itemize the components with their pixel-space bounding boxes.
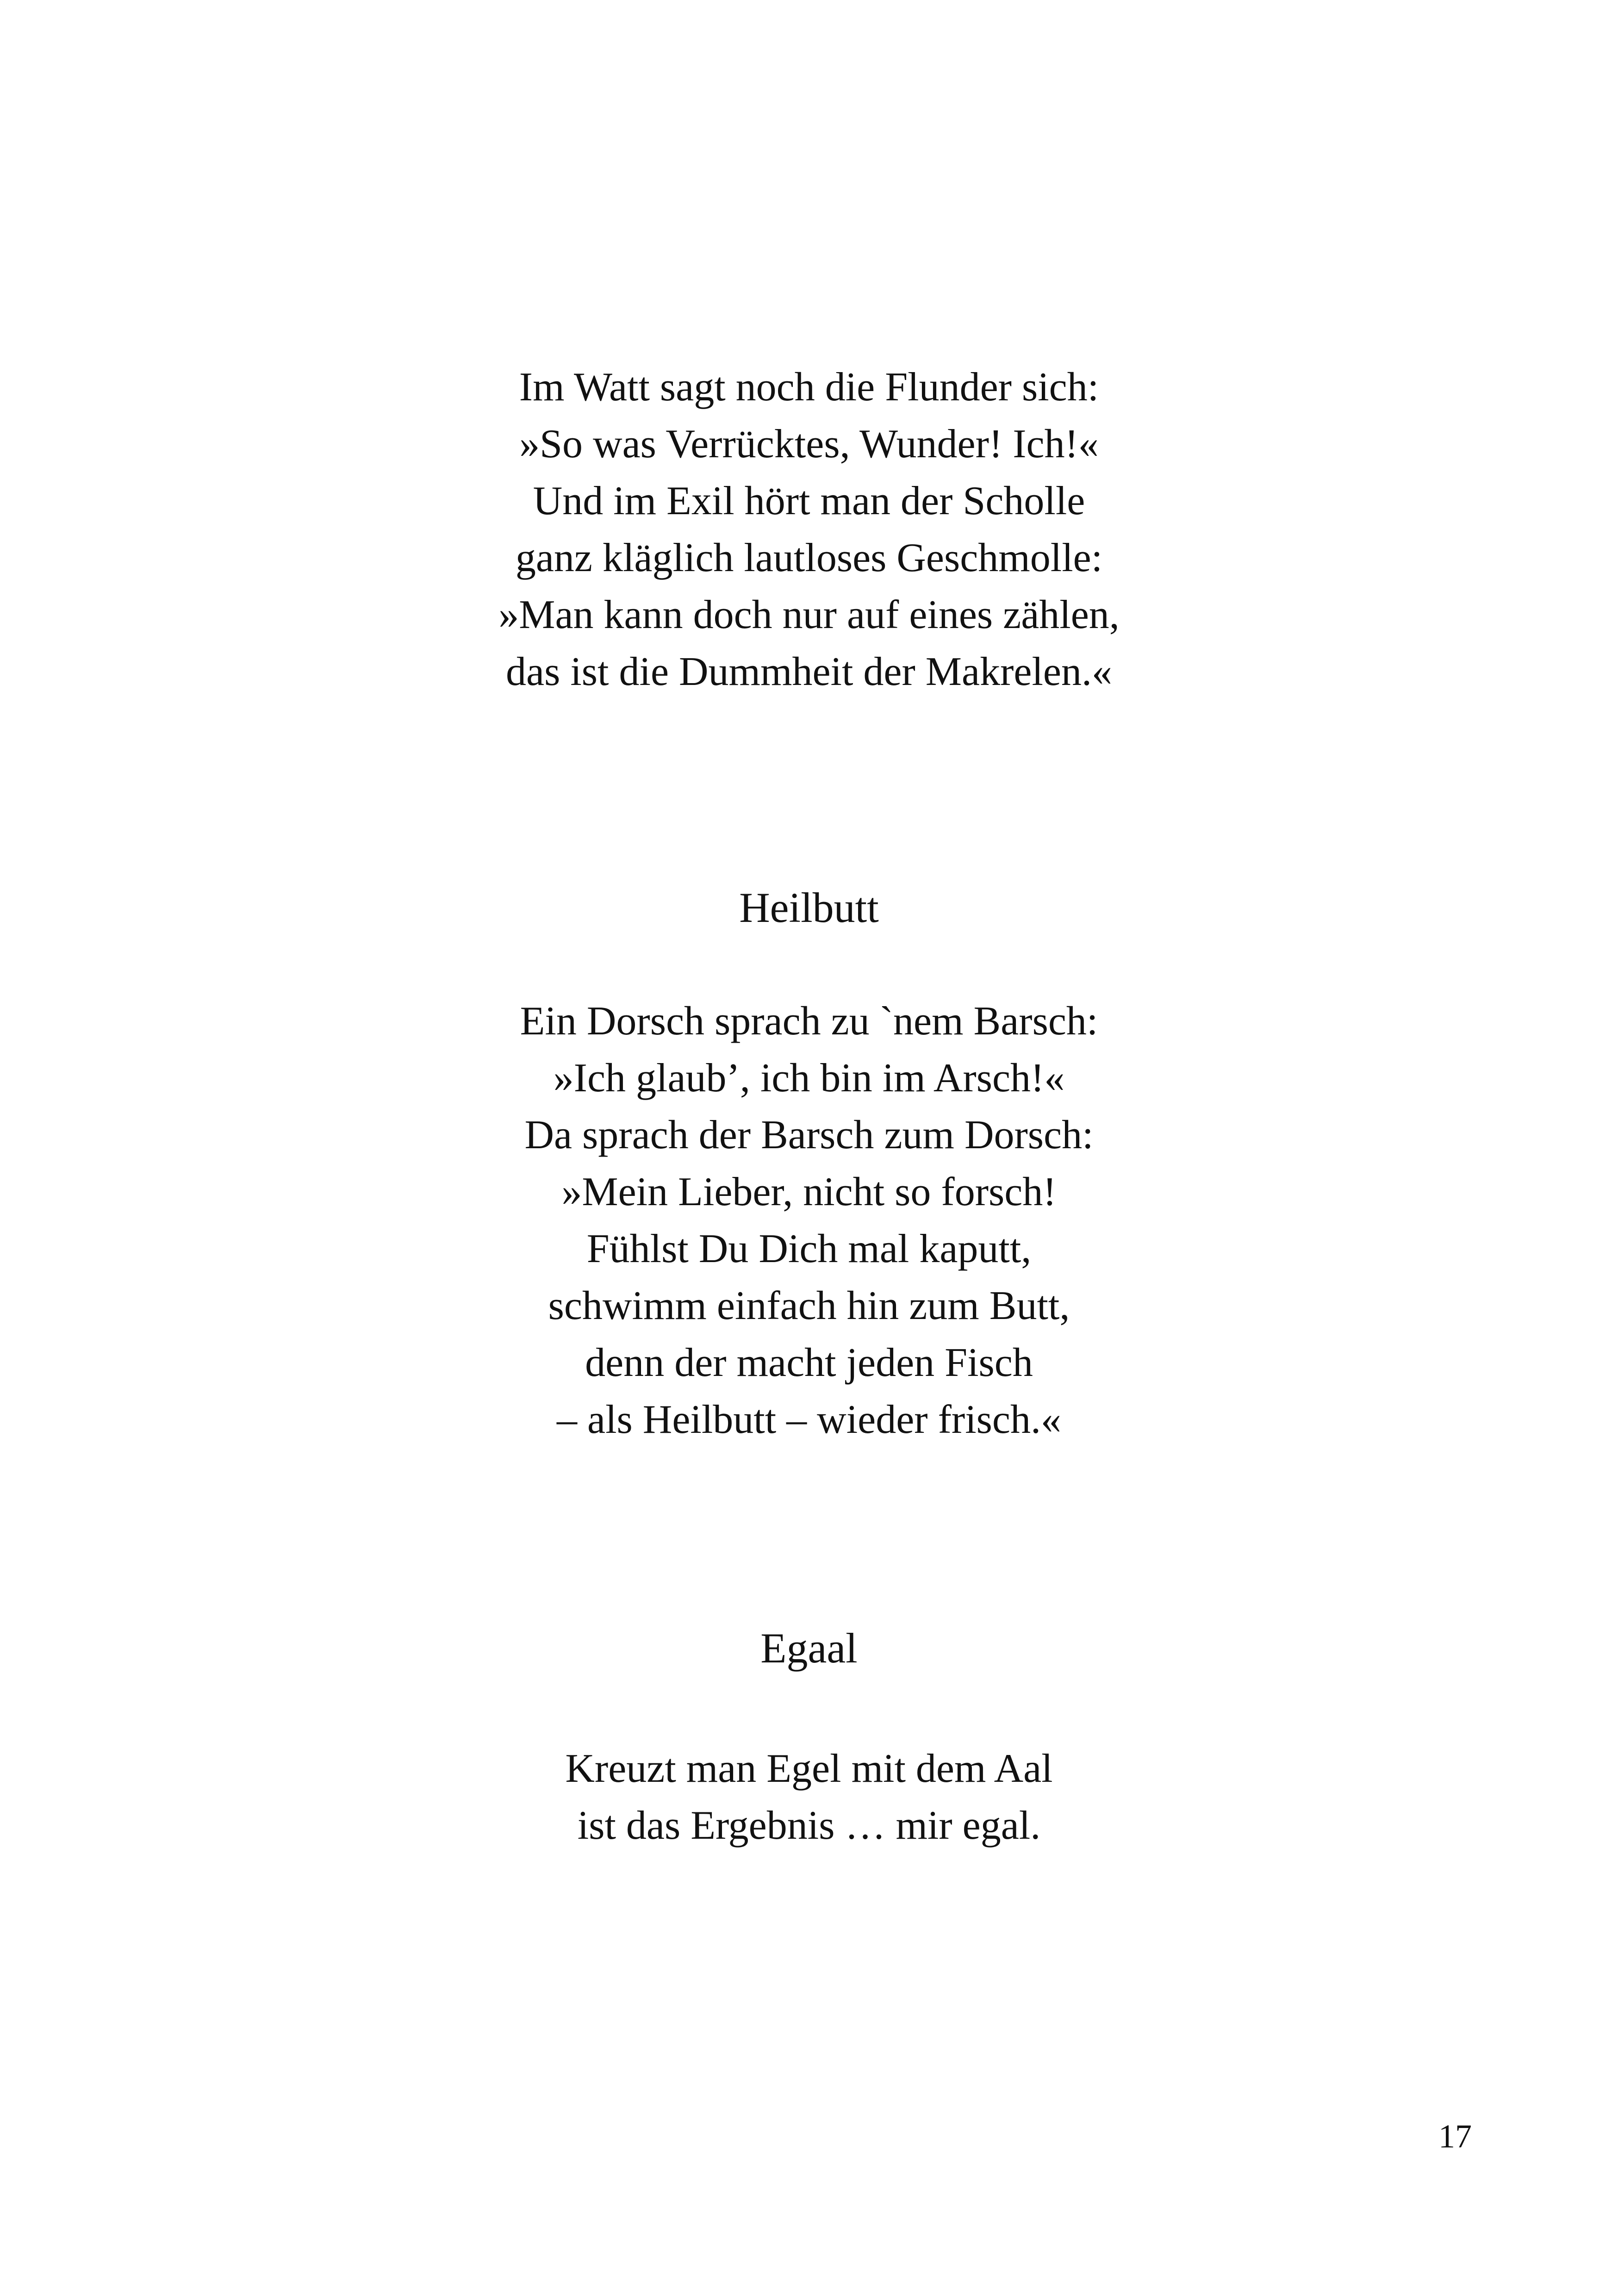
poem-line: »Ich glaub’, ich bin im Arsch!« [553, 1056, 1065, 1101]
poem-title-egaal: Egaal [760, 1624, 858, 1672]
poem-line: – als Heilbutt – wieder frisch.« [557, 1397, 1061, 1442]
poem-line: Ein Dorsch sprach zu `nem Barsch: [520, 999, 1098, 1044]
poem-line: ist das Ergebnis … mir egal. [577, 1803, 1041, 1848]
poem-line: Kreuzt man Egel mit dem Aal [565, 1746, 1053, 1791]
poem-line: »So was Verrücktes, Wunder! Ich!« [519, 422, 1099, 467]
poem-heilbutt-stanza [0, 993, 1618, 1448]
poem-title-heilbutt: Heilbutt [739, 884, 879, 931]
poem-continued-stanza [0, 359, 1618, 700]
poem-line: Und im Exil hört man der Scholle [533, 479, 1085, 523]
poem-line: Da sprach der Barsch zum Dorsch: [524, 1113, 1094, 1157]
poem-line: Im Watt sagt noch die Flunder sich: [519, 365, 1099, 410]
poem-line: das ist die Dummheit der Makrelen.« [506, 649, 1112, 694]
poem-line: »Man kann doch nur auf eines zählen, [498, 592, 1120, 637]
poem-line: ganz kläglich lautloses Geschmolle: [515, 535, 1103, 580]
poem-line: Fühlst Du Dich mal kaputt, [586, 1226, 1032, 1271]
poem-line: »Mein Lieber, nicht so forsch! [561, 1170, 1057, 1214]
page-number: 17 [1438, 2118, 1472, 2155]
poem-egaal-stanza [0, 1740, 1618, 1854]
poem-line: denn der macht jeden Fisch [585, 1340, 1033, 1385]
poem-line: schwimm einfach hin zum Butt, [548, 1283, 1070, 1328]
